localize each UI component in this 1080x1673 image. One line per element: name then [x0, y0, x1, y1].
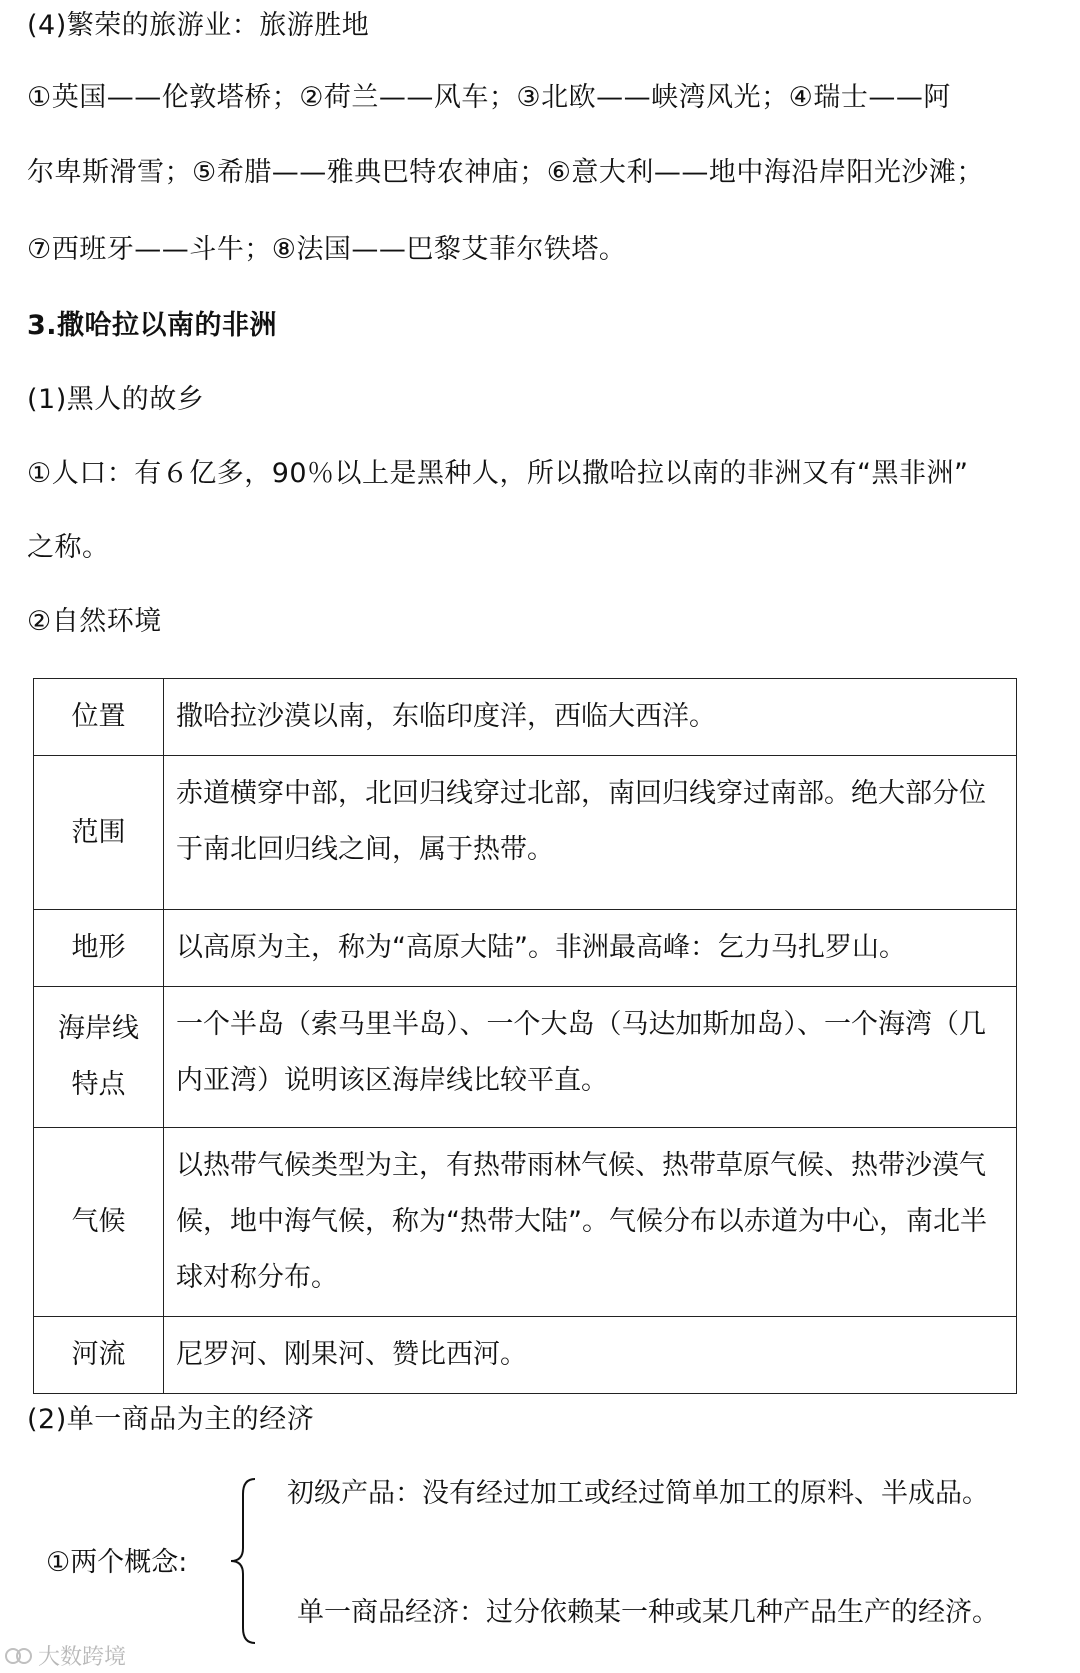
population-line-1: ①人口：有６亿多，90％以上是黑种人，所以撒哈拉以南的非洲又有“黑非洲”: [27, 458, 969, 489]
watermark: [4, 1640, 126, 1671]
concept-label: ①两个概念:: [46, 1547, 188, 1578]
table-row: [34, 679, 1017, 756]
population-line-2: 之称。: [27, 532, 110, 563]
row-label: 海岸线特点: [34, 987, 164, 1128]
watermark-text: 大数跨境: [38, 1645, 127, 1670]
row-label: 河流: [34, 1317, 164, 1394]
tourism-line-3: ⑦西班牙——斗牛；⑧法国——巴黎艾菲尔铁塔。: [27, 234, 627, 265]
row-label: 范围: [34, 756, 164, 910]
tourism-heading: (4)繁荣的旅游业：旅游胜地: [27, 10, 370, 41]
table-row: [34, 987, 1017, 1128]
table-row: [34, 756, 1017, 910]
nature-label: ②自然环境: [27, 606, 162, 637]
row-content: 尼罗河、刚果河、赞比西河。: [164, 1317, 1017, 1394]
row-content: 以热带气候类型为主，有热带雨林气候、热带草原气候、热带沙漠气候，地中海气候，称为“热带大陆”。气候分布以赤道为中心，南北半球对称分布。: [164, 1128, 1017, 1317]
row-content: 赤道横穿中部，北回归线穿过北部，南回归线穿过南部。绝大部分位于南北回归线之间，属于热带。: [164, 756, 1017, 910]
table-row: [34, 1128, 1017, 1317]
concept-primary-product: 初级产品：没有经过加工或经过简单加工的原料、半成品。: [287, 1478, 989, 1509]
row-label: 地形: [34, 910, 164, 987]
subsection-heading: (1)黑人的故乡: [27, 384, 205, 415]
row-content: 以高原为主，称为“高原大陆”。非洲最高峰：乞力马扎罗山。: [164, 910, 1017, 987]
environment-table: [33, 678, 1017, 1394]
brace-icon: [225, 1476, 265, 1646]
row-label: 位置: [34, 679, 164, 756]
watermark-logo-icon: [4, 1645, 34, 1667]
tourism-line-2: 尔卑斯滑雪；⑤希腊——雅典巴特农神庙；⑥意大利——地中海沿岸阳光沙滩；: [27, 157, 984, 188]
row-content: 一个半岛（索马里半岛）、一个大岛（马达加斯加岛）、一个海湾（几内亚湾）说明该区海岸线比较平直。: [164, 987, 1017, 1128]
row-content: 撒哈拉沙漠以南，东临印度洋，西临大西洋。: [164, 679, 1017, 756]
row-label: 气候: [34, 1128, 164, 1317]
economy-heading: (2)单一商品为主的经济: [27, 1404, 315, 1435]
tourism-line-1: ①英国——伦敦塔桥；②荷兰——风车；③北欧——峡湾风光；④瑞士——阿: [27, 82, 951, 113]
table-row: [34, 1317, 1017, 1394]
table-row: [34, 910, 1017, 987]
concept-single-commodity: 单一商品经济：过分依赖某一种或某几种产品生产的经济。: [297, 1597, 999, 1628]
section-title: 3.撒哈拉以南的非洲: [27, 310, 278, 341]
